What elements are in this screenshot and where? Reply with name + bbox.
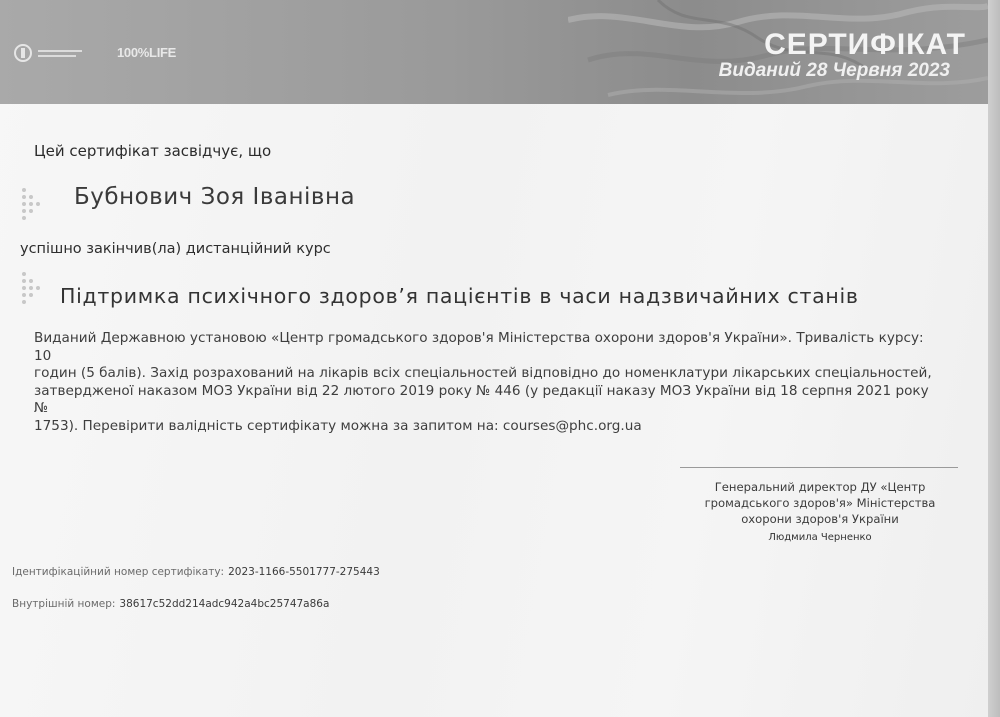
intro-text: Цей сертифікат засвідчує, що xyxy=(34,142,272,160)
signatory-title-line: Генеральний директор ДУ «Центр xyxy=(714,480,926,494)
certificate-title: СЕРТИФІКАТ xyxy=(764,28,966,61)
certificate-id-label: Ідентифікаційний номер сертифікату: xyxy=(12,566,225,578)
signatory-title xyxy=(682,479,958,527)
dots-decoration-icon xyxy=(22,272,42,304)
certificate-id-value: 2023-1166-5501777-275443 xyxy=(228,566,380,578)
description-line: Виданий Державною установою «Центр громадського здоров'я Міністерства охорони здоров'я України». Тривалість курсу: 10 xyxy=(34,330,924,364)
certificate-header xyxy=(0,0,988,104)
internal-number-value: 38617c52dd214adc942a4bc25747a86a xyxy=(119,598,330,610)
completed-text: успішно закінчив(ла) дистанційний курс xyxy=(20,241,331,257)
dots-decoration-icon xyxy=(22,188,42,220)
trident-emblem-icon xyxy=(14,44,32,62)
certificate-id xyxy=(12,566,380,578)
recipient-name: Бубнович Зоя Іванівна xyxy=(74,184,356,210)
signatory-name: Людмила Черненко xyxy=(768,532,872,543)
internal-number-label: Внутрішній номер: xyxy=(12,598,116,610)
description-line: 1753). Перевірити валідність сертифікату можна за запитом на: courses@phc.org.ua xyxy=(34,417,642,434)
issued-date: Виданий 28 Червня 2023 xyxy=(718,60,950,81)
course-title: Підтримка психічного здоров’я пацієнтів в часи надзвичайних станів xyxy=(60,284,859,308)
ministry-logo xyxy=(14,44,82,62)
signatory-title-line: охорони здоров'я України xyxy=(741,512,899,526)
page-edge xyxy=(988,0,1000,717)
description-line: затвердженої наказом МОЗ України від 22 лютого 2019 року № 446 (у редакції наказу МОЗ України від 18 серпня 2021 року № xyxy=(34,382,929,416)
description-line: годин (5 балів). Захід розрахований на лікарів всіх спеціальностей відповідно до номенклатури лікарських спеціальностей, xyxy=(34,365,932,381)
logo-100life: 100%LIFE xyxy=(117,45,177,60)
signature-line xyxy=(680,467,958,468)
logo-text-lines xyxy=(38,50,82,57)
internal-number xyxy=(12,598,329,610)
course-description xyxy=(34,330,944,435)
signatory-title-line: громадського здоров'я» Міністерства xyxy=(704,496,936,510)
